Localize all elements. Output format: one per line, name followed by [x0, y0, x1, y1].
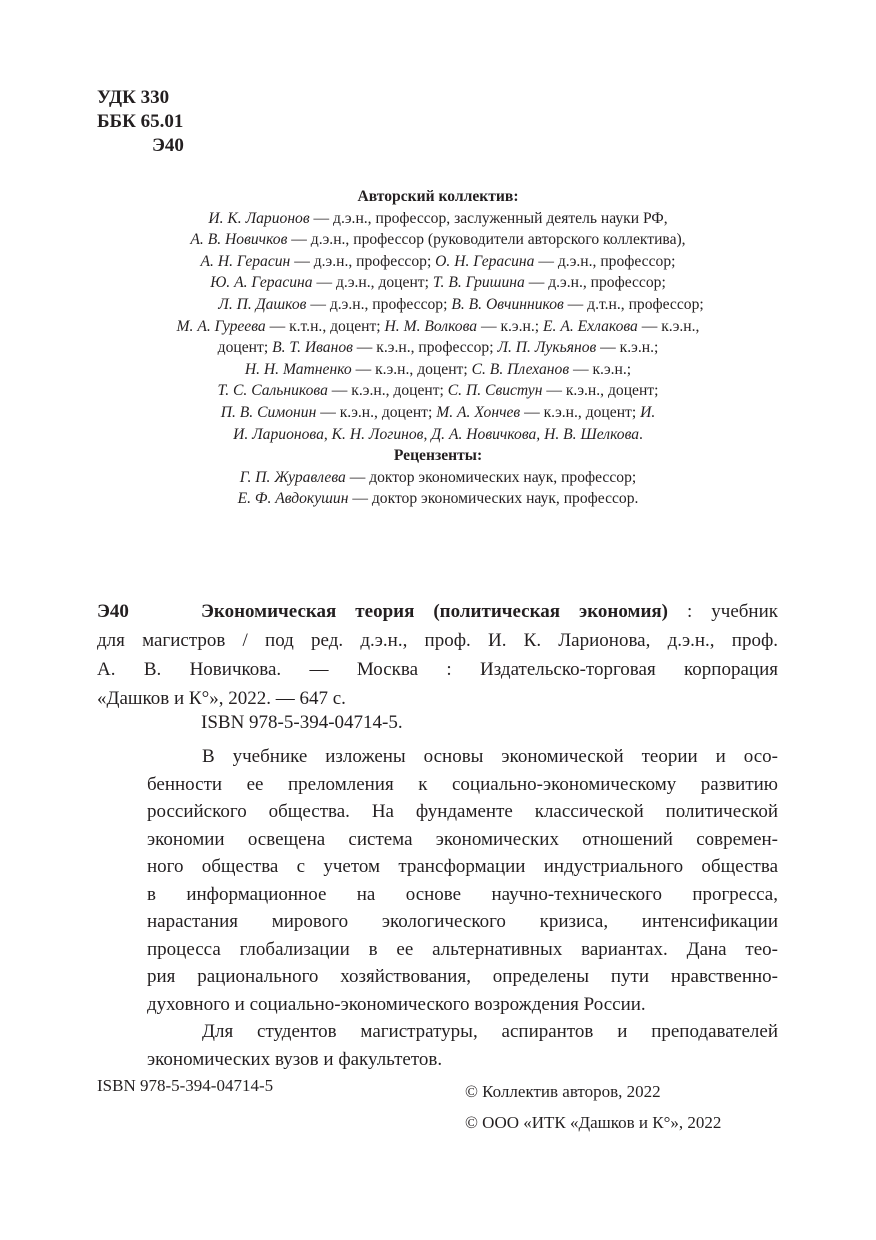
annotation-line: Для студентов магистратуры, аспирантов и преподавателей [202, 1021, 778, 1042]
person-credentials: — к.э.н., доцент; [542, 382, 659, 400]
reviewers-heading: Рецензенты: [393, 447, 483, 465]
person-name: Л. П. Дашков [218, 295, 307, 313]
person-name: Л. П. Лукьянов [497, 339, 597, 357]
book-title: Экономическая теория (политическая экономия) [201, 601, 668, 622]
person-credentials: , [423, 425, 432, 443]
author-line [100, 488, 776, 510]
person-credentials: — к.э.н., профессор; [352, 339, 498, 357]
author-line [100, 402, 776, 424]
person-credentials: доцент; [217, 339, 273, 357]
person-name: М. А. Хончев [436, 403, 521, 421]
author-line [100, 316, 776, 338]
person-name: А. Н. Герасин [200, 252, 291, 270]
author-line [100, 294, 776, 316]
person-credentials: — к.т.н., доцент; [265, 317, 385, 335]
book-type: : учебник [668, 601, 778, 622]
person-credentials: — д.т.н., профессор; [563, 295, 704, 313]
person-credentials: — доктор экономических наук, профессор. [348, 490, 639, 508]
person-name: Н. М. Волкова [384, 317, 478, 335]
annotation-line: бенности ее преломления к социально-экономическому развитию [147, 773, 778, 795]
biblio-code: Э40 [97, 601, 129, 622]
person-name: П. В. Симонин [220, 403, 317, 421]
person-credentials: — д.э.н., доцент; [312, 274, 433, 292]
person-name: К. Н. Логинов [331, 425, 424, 443]
annotation-line: экономических вузов и факультетов. [147, 1048, 443, 1070]
copyright-authors: © Коллектив авторов, 2022 [465, 1082, 661, 1101]
annotation-line: российского общества. На фундаменте классической политической [147, 801, 778, 822]
person-name: Е. Ф. Авдокушин [237, 490, 349, 508]
annotation-line: ного общества с учетом трансформации индустриального общества [147, 856, 778, 877]
footer-isbn: ISBN 978-5-394-04714-5 [97, 1076, 274, 1095]
person-credentials: — д.э.н., профессор; [524, 274, 666, 292]
author-line [100, 251, 776, 273]
person-credentials: — к.э.н.; [569, 360, 632, 378]
person-credentials: — к.э.н.; [596, 339, 659, 357]
person-name: И. К. Ларионов [208, 209, 310, 227]
person-credentials: — д.э.н., профессор, заслуженный деятель науки РФ, [309, 209, 668, 227]
person-credentials: — доктор экономических наук, профессор; [345, 468, 637, 486]
person-name: Ю. А. Герасина [210, 274, 313, 292]
reviewers-list [100, 467, 776, 510]
annotation-line: духовного и социально-экономического возрождения России. [147, 993, 646, 1015]
person-name: И. [640, 403, 656, 421]
person-credentials: . [639, 425, 643, 443]
person-credentials: — к.э.н., доцент; [327, 382, 448, 400]
annotation-line: процесса глобализации в ее альтернативных вариантах. Дана тео- [147, 938, 778, 960]
author-line [100, 380, 776, 402]
annotation-line: экономии освещена система экономических отношений современ- [147, 828, 778, 850]
person-credentials: — д.э.н., профессор; [290, 252, 436, 270]
bibliographic-record [97, 597, 778, 713]
classification-block [97, 86, 184, 158]
person-credentials: — д.э.н., профессор; [534, 252, 676, 270]
author-line [100, 272, 776, 294]
person-name: И. Ларионова [233, 425, 324, 443]
copyright-publisher: © ООО «ИТК «Дашков и К°», 2022 [465, 1113, 722, 1132]
author-line [100, 229, 776, 251]
person-name: Д. А. Новичкова, Н. В. Шелкова [431, 425, 640, 443]
authors-block [100, 186, 776, 510]
person-credentials: — к.э.н., доцент; [351, 360, 472, 378]
person-name: С. В. Плеханов [471, 360, 570, 378]
author-line [100, 424, 776, 446]
annotation-line: нарастания мирового экологического кризиса, интенсификации [147, 911, 778, 932]
person-name: О. Н. Герасина [435, 252, 535, 270]
person-credentials: — д.э.н., профессор (руководители авторского коллектива), [287, 231, 686, 249]
annotation-line: в информационное на основе научно-технического прогресса, [147, 883, 778, 905]
biblio-line [97, 597, 778, 626]
person-name: А. В. Новичков [190, 231, 288, 249]
bbk-code: ББК 65.01 [97, 111, 184, 132]
author-line [100, 359, 776, 381]
author-line [100, 337, 776, 359]
annotation-line: В учебнике изложены основы экономической теории и осо- [202, 746, 778, 767]
udk-code: УДК 330 [97, 87, 170, 108]
person-name: М. А. Гуреева [176, 317, 266, 335]
person-credentials: — д.э.н., профессор; [306, 295, 452, 313]
person-name: Т. С. Сальникова [217, 382, 328, 400]
person-credentials: , [323, 425, 332, 443]
isbn-line: ISBN 978-5-394-04714-5. [201, 712, 403, 733]
annotation-line: рия рационального хозяйствования, определены пути нравственно- [147, 966, 778, 987]
biblio-line: для магистров / под ред. д.э.н., проф. И. К. Ларионова, д.э.н., проф. [97, 630, 778, 651]
author-line [100, 208, 776, 230]
person-name: Г. П. Журавлева [239, 468, 346, 486]
person-name: С. П. Свистун [447, 382, 543, 400]
person-credentials: — к.э.н., доцент; [520, 403, 641, 421]
person-name: В. Т. Иванов [272, 339, 353, 357]
copyright-block [465, 1076, 721, 1138]
author-sign: Э40 [152, 135, 184, 156]
biblio-line: А. В. Новичкова. — Москва : Издательско-торговая корпорация [97, 659, 778, 680]
person-credentials: — к.э.н., доцент; [316, 403, 437, 421]
person-credentials: — к.э.н.; [477, 317, 543, 335]
authors-list [100, 208, 776, 446]
authors-heading: Авторский коллектив: [357, 188, 519, 205]
person-name: Т. В. Гришина [432, 274, 525, 292]
person-name: Н. Н. Матненко [244, 360, 352, 378]
annotation [147, 743, 778, 1073]
biblio-line: «Дашков и К°», 2022. — 647 с. [97, 688, 346, 709]
person-name: Е. А. Ехлакова [543, 317, 638, 335]
person-name: В. В. Овчинников [451, 295, 564, 313]
author-line [100, 467, 776, 489]
person-credentials: — к.э.н., [637, 317, 700, 335]
